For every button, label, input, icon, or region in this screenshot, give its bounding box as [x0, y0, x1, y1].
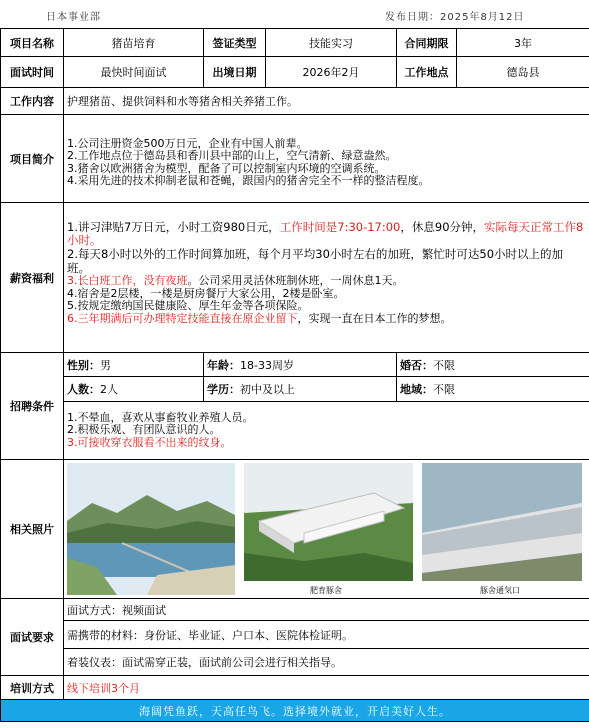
- basic-info-row-2: [1, 57, 589, 88]
- photos-cell: [64, 460, 589, 599]
- work-place-label: 工作地点: [397, 57, 457, 88]
- recruit-label: 招聘条件: [1, 353, 64, 460]
- fattening-barn-photo: [244, 463, 413, 581]
- project-name-label: 项目名称: [1, 29, 64, 57]
- interview-label: 面试要求: [1, 599, 64, 676]
- job-info-table: [0, 28, 589, 722]
- visa-type-value: 技能实习: [266, 29, 397, 57]
- salary-label: 薪资福利: [1, 203, 64, 353]
- project-name-value: 猪苗培育: [64, 29, 204, 57]
- salary-item-6: 6.三年期满后可办理特定技能直接在原企业留下，实现一直在日本工作的梦想。: [67, 311, 452, 325]
- work-place-value: 德岛县: [457, 57, 589, 88]
- barn-vent-photo: [422, 463, 582, 581]
- requirement-item: 1.不晕血，喜欢从事畜牧业养殖人员。: [67, 410, 254, 424]
- project-intro-item: 1.公司注册资金500万日元，企业有中国人前辈。: [67, 136, 308, 150]
- project-intro-item: 4.采用先进的技术抑制老鼠和苍蝇，跟国内的猪舍完全不一样的整洁程度。: [67, 174, 430, 187]
- salary-item-5: 5.按规定缴纳国民健康险、厚生年金等各项保险。: [67, 299, 309, 312]
- photos-label: 相关照片: [1, 460, 64, 599]
- gender-cell: 性别：男: [64, 353, 204, 377]
- training-label: 培训方式: [1, 676, 64, 700]
- photo-strip: [64, 460, 589, 598]
- salary-item-3: 3.长白班工作，没有夜班。公司采用灵活休班制休班，一周休息1天。: [67, 274, 404, 287]
- photo-caption: 肥育豚舍: [310, 586, 342, 595]
- salary-item-2: 2.每天8小时以外的工作时间算加班，每个月平均30小时左右的加班，繁忙时可达50小时以上的加班。: [67, 247, 564, 275]
- basic-info-row-1: [1, 29, 589, 57]
- interview-time-value: 最快时间面试: [64, 57, 204, 88]
- slogan-banner: 海阔凭鱼跃，天高任鸟飞。选择境外就业，开启美好人生。: [1, 700, 589, 722]
- marital-cell: 婚否：不限: [397, 353, 589, 377]
- interview-materials: 需携带的材料：身份证、毕业证、户口本、医院体检证明。: [64, 621, 589, 649]
- interview-dress: 着装仪表：面试需穿正装，面试前公司会进行相关指导。: [64, 649, 589, 676]
- requirement-item: 2.积极乐观、有团队意识的人。: [67, 423, 221, 437]
- project-intro-item: 2.工作地点位于德岛县和香川县中部的山上，空气清新、绿意盎然。: [67, 149, 397, 162]
- project-intro-label: 项目简介: [1, 115, 64, 203]
- project-intro-item: 3.猪舍以欧洲猪舍为模型，配备了可以控制室内环境的空调系统。: [67, 161, 386, 175]
- count-cell: 人数：2人: [64, 377, 204, 402]
- interview-method: 面试方式：视频面试: [64, 599, 589, 621]
- salary-item-4: 4.宿舍是2层楼，一楼是厨房餐厅大家公用，2楼是卧室。: [67, 286, 345, 300]
- photo-caption: 豚舍通気口: [480, 586, 520, 595]
- region-cell: 地域：不限: [397, 377, 589, 402]
- lake-bridge-photo: [67, 463, 235, 595]
- work-content-row: [1, 88, 589, 115]
- recruit-requirements: [64, 402, 589, 460]
- interview-row-2: [1, 621, 589, 649]
- visa-type-label: 签证类型: [204, 29, 266, 57]
- education-cell: 学历：初中及以上: [204, 377, 397, 402]
- document-header: [0, 0, 589, 28]
- salary-row: [1, 203, 589, 353]
- departure-date-label: 出境日期: [204, 57, 266, 88]
- training-value: 线下培训3个月: [64, 676, 589, 700]
- project-intro-list: [64, 115, 589, 203]
- salary-item-1: 1.讲习津贴7万日元，小时工资980日元，工作时间是7:30-17:00，休息90分钟，实际每天正常工作8小时。: [67, 220, 584, 247]
- banner-row: [1, 700, 589, 722]
- publish-date: 发布日期：2025年8月12日: [385, 12, 525, 23]
- contract-label: 合同期限: [397, 29, 457, 57]
- recruit-row-1: [1, 353, 589, 377]
- interview-row-1: [1, 599, 589, 621]
- training-row: [1, 676, 589, 700]
- recruit-row-3: [1, 402, 589, 460]
- interview-time-label: 面试时间: [1, 57, 64, 88]
- interview-row-3: [1, 649, 589, 676]
- salary-list: [64, 203, 589, 353]
- departure-date-value: 2026年2月: [266, 57, 397, 88]
- contract-value: 3年: [457, 29, 589, 57]
- photos-row: [1, 460, 589, 599]
- age-cell: 年龄：18-33周岁: [204, 353, 397, 377]
- department-name: 日本事业部: [46, 12, 101, 23]
- requirement-item: 3.可接收穿衣服看不出来的纹身。: [67, 435, 232, 449]
- recruit-row-2: [1, 377, 589, 402]
- work-content-value: 护理猪苗、提供饲料和水等猪舍相关养猪工作。: [64, 88, 589, 115]
- work-content-label: 工作内容: [1, 88, 64, 115]
- project-intro-row: [1, 115, 589, 203]
